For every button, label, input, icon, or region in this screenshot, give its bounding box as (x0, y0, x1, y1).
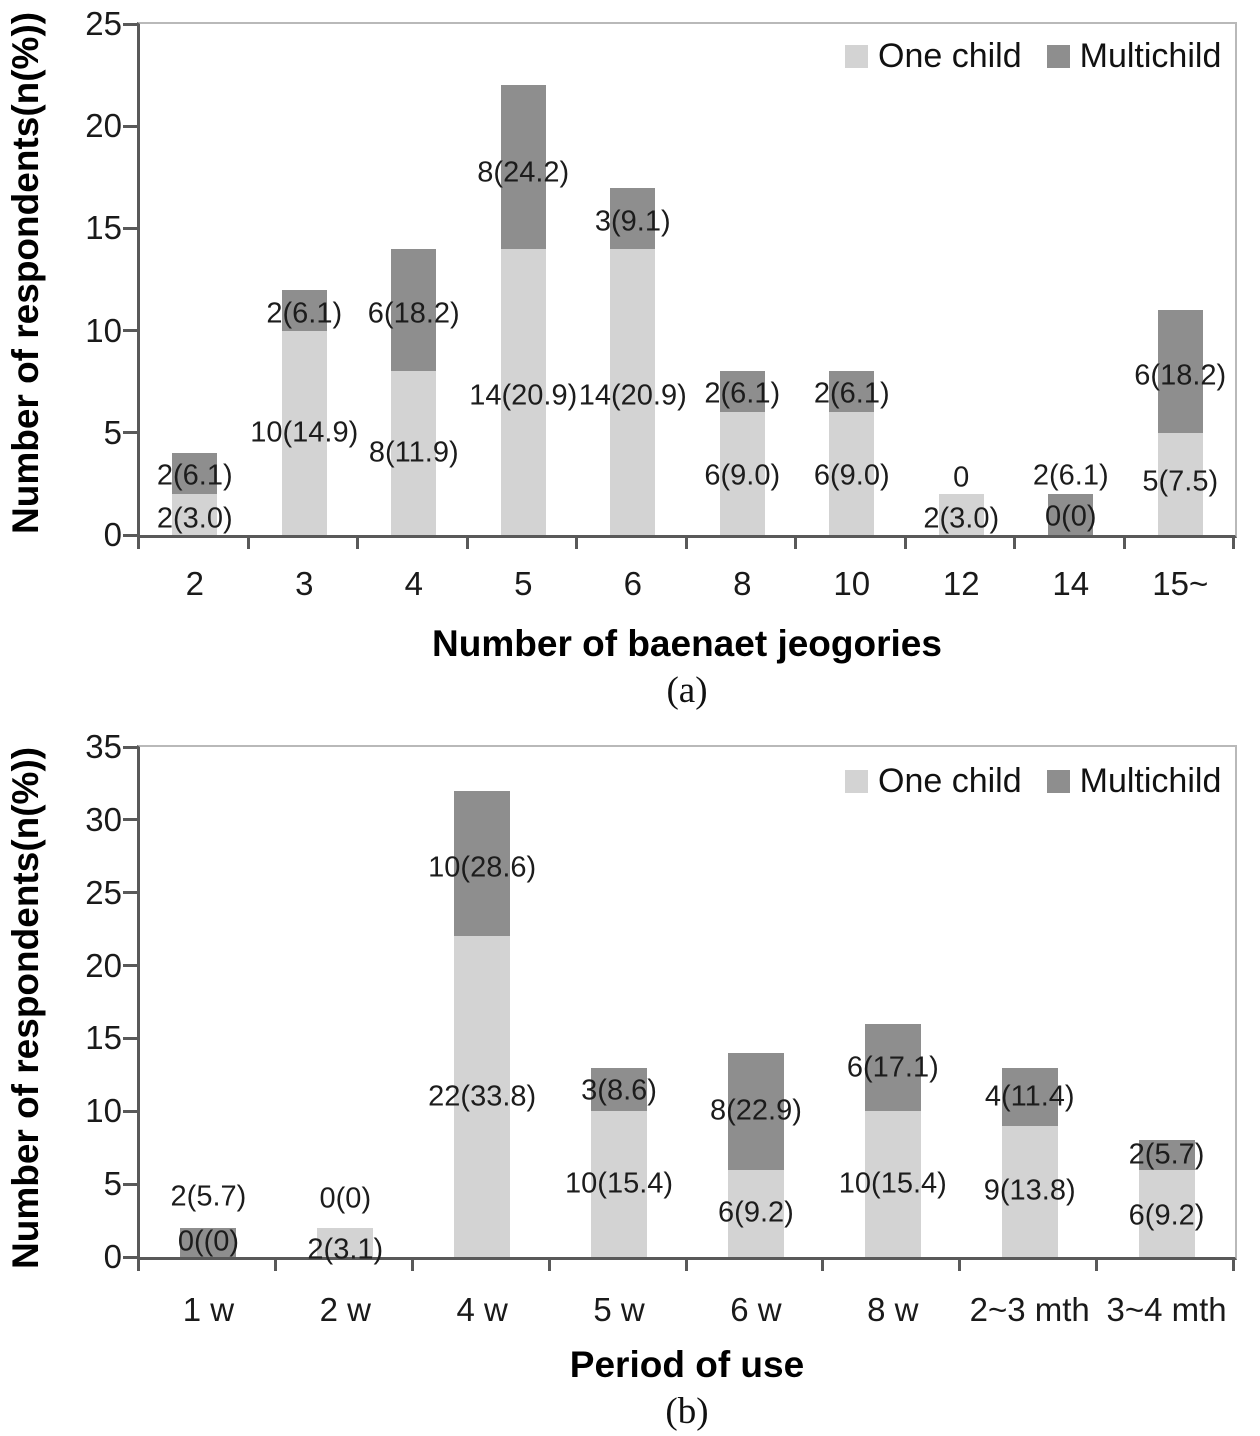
data-label-multichild: 0 (953, 461, 970, 494)
data-label-one-child: 6(9.0) (704, 459, 781, 492)
y-tick-label: 30 (85, 800, 122, 838)
x-tick (548, 1257, 551, 1271)
data-label-multichild: 2(6.1) (704, 377, 781, 410)
x-tick-label: 6 w (730, 1291, 782, 1328)
data-label-multichild: 8(24.2) (477, 156, 570, 189)
data-label-one-child: 0(0) (1044, 500, 1097, 533)
legend-swatch-multichild-icon (1047, 770, 1070, 793)
x-tick-label: 12 (942, 565, 980, 602)
x-tick-label: 8 w (867, 1291, 919, 1328)
x-tick-label: 5 w (593, 1291, 645, 1328)
x-tick (575, 535, 578, 549)
y-tick (123, 329, 137, 332)
data-label-multichild: 10(28.6) (428, 851, 537, 884)
data-label-one-child: 9(13.8) (983, 1174, 1076, 1207)
y-tick-label: 20 (85, 107, 122, 145)
data-label-one-child: 2(3.0) (923, 502, 1000, 535)
data-label-one-child: 2(3.1) (307, 1233, 384, 1266)
y-tick (123, 1183, 137, 1186)
y-tick-label: 25 (85, 5, 122, 42)
subfigure-label: (a) (666, 670, 708, 711)
y-tick (123, 746, 137, 749)
x-tick-label: 4 (404, 565, 423, 602)
data-label-multichild: 8(22.9) (709, 1094, 802, 1127)
x-tick (685, 535, 688, 549)
x-tick-label: 14 (1052, 565, 1090, 602)
data-label-one-child: 14(20.9) (578, 379, 687, 412)
y-tick (123, 964, 137, 967)
x-tick-label: 4 w (456, 1291, 508, 1328)
y-tick (123, 1037, 137, 1040)
y-tick-label: 5 (103, 1165, 122, 1203)
legend (845, 764, 1221, 798)
data-label-one-child: 10(15.4) (565, 1167, 674, 1200)
data-label-one-child: 10(14.9) (250, 416, 359, 449)
x-tick (1013, 535, 1016, 549)
data-label-multichild: 2(5.7) (1128, 1138, 1205, 1171)
y-tick-label: 0 (103, 516, 122, 553)
y-tick (123, 227, 137, 230)
y-axis-title: Number of respondents(n(%)) (5, 746, 46, 1269)
data-label-multichild: 2(6.1) (156, 459, 233, 492)
data-label-one-child: 6(9.0) (813, 459, 890, 492)
y-tick (123, 1256, 137, 1259)
data-label-multichild: 3(9.1) (594, 205, 671, 238)
legend-swatch-multichild-icon (1047, 45, 1070, 68)
y-axis-title: Number of respondents(n(%)) (5, 11, 46, 534)
x-tick (137, 535, 140, 549)
y-tick (123, 891, 137, 894)
x-tick-label: 2 (185, 565, 204, 602)
data-label-multichild: 2(6.1) (813, 377, 890, 410)
x-tick (1232, 1257, 1235, 1271)
data-label-one-child: 6(9.2) (718, 1196, 794, 1229)
data-label-multichild: 4(11.4) (984, 1080, 1075, 1113)
x-tick (274, 1257, 277, 1271)
x-tick-label: 8 (733, 565, 752, 602)
x-tick-label: 6 (623, 565, 642, 602)
x-tick (1095, 1257, 1098, 1271)
y-tick (123, 23, 137, 26)
legend-swatch-one-child-icon (845, 770, 868, 793)
x-tick (904, 535, 907, 549)
x-tick-label: 3~4 mth (1106, 1291, 1227, 1328)
x-tick-label: 2~3 mth (969, 1291, 1090, 1328)
x-tick (137, 1257, 140, 1271)
legend-label-one-child: One child (878, 37, 1022, 75)
x-tick (821, 1257, 824, 1271)
legend-label-multichild: Multichild (1079, 37, 1222, 75)
legend-label-multichild: Multichild (1079, 762, 1222, 800)
y-tick (123, 125, 137, 128)
y-tick-label: 10 (85, 1092, 122, 1130)
x-tick (411, 1257, 414, 1271)
x-tick (466, 535, 469, 549)
x-tick (794, 535, 797, 549)
x-tick (247, 535, 250, 549)
x-tick (1123, 535, 1126, 549)
y-tick-label: 5 (103, 413, 122, 451)
y-tick (123, 534, 137, 537)
data-label-one-child: 8(11.9) (368, 436, 459, 469)
x-tick-label: 10 (833, 565, 871, 602)
data-label-one-child: 0((0) (177, 1225, 240, 1258)
y-tick-label: 20 (85, 946, 122, 984)
y-tick (123, 1110, 137, 1113)
x-tick-label: 15~ (1152, 565, 1209, 602)
data-label-one-child: 6(9.2) (1128, 1199, 1205, 1232)
data-label-multichild: 3(8.6) (581, 1074, 657, 1107)
x-tick (685, 1257, 688, 1271)
y-tick-label: 35 (85, 728, 122, 765)
data-label-one-child: 5(7.5) (1142, 465, 1219, 498)
data-label-multichild: 6(18.2) (1134, 359, 1227, 392)
y-tick-label: 15 (85, 209, 122, 247)
y-tick-label: 25 (85, 873, 122, 911)
chart-b (0, 728, 1260, 1436)
data-label-multichild: 6(18.2) (367, 297, 460, 330)
data-label-multichild: 0(0) (319, 1182, 372, 1215)
x-tick (356, 535, 359, 549)
data-label-multichild: 6(17.1) (846, 1051, 939, 1084)
y-tick-label: 15 (85, 1019, 122, 1057)
data-label-one-child: 22(33.8) (428, 1080, 537, 1113)
x-tick-label: 5 (514, 565, 533, 602)
x-axis-title: Number of baenaet jeogories (432, 623, 942, 664)
x-tick-label: 1 w (182, 1291, 235, 1328)
data-label-one-child: 10(15.4) (838, 1167, 947, 1200)
legend-swatch-one-child-icon (845, 45, 868, 68)
x-tick-label: 2 w (319, 1291, 371, 1328)
data-label-one-child: 14(20.9) (469, 379, 578, 412)
data-label-multichild: 2(5.7) (170, 1180, 247, 1213)
y-tick (123, 818, 137, 821)
legend-label-one-child: One child (878, 762, 1022, 800)
y-tick-label: 10 (85, 311, 122, 349)
x-tick (958, 1257, 961, 1271)
data-label-one-child: 2(3.0) (156, 502, 233, 535)
data-label-multichild: 2(6.1) (266, 297, 343, 330)
x-tick (1232, 535, 1235, 549)
x-axis-title: Period of use (569, 1344, 805, 1385)
y-tick (123, 431, 137, 434)
data-label-multichild: 2(6.1) (1032, 459, 1109, 492)
legend (845, 39, 1221, 73)
subfigure-label: (b) (665, 1391, 709, 1432)
x-tick-label: 3 (295, 565, 314, 602)
y-tick-label: 0 (103, 1238, 122, 1275)
